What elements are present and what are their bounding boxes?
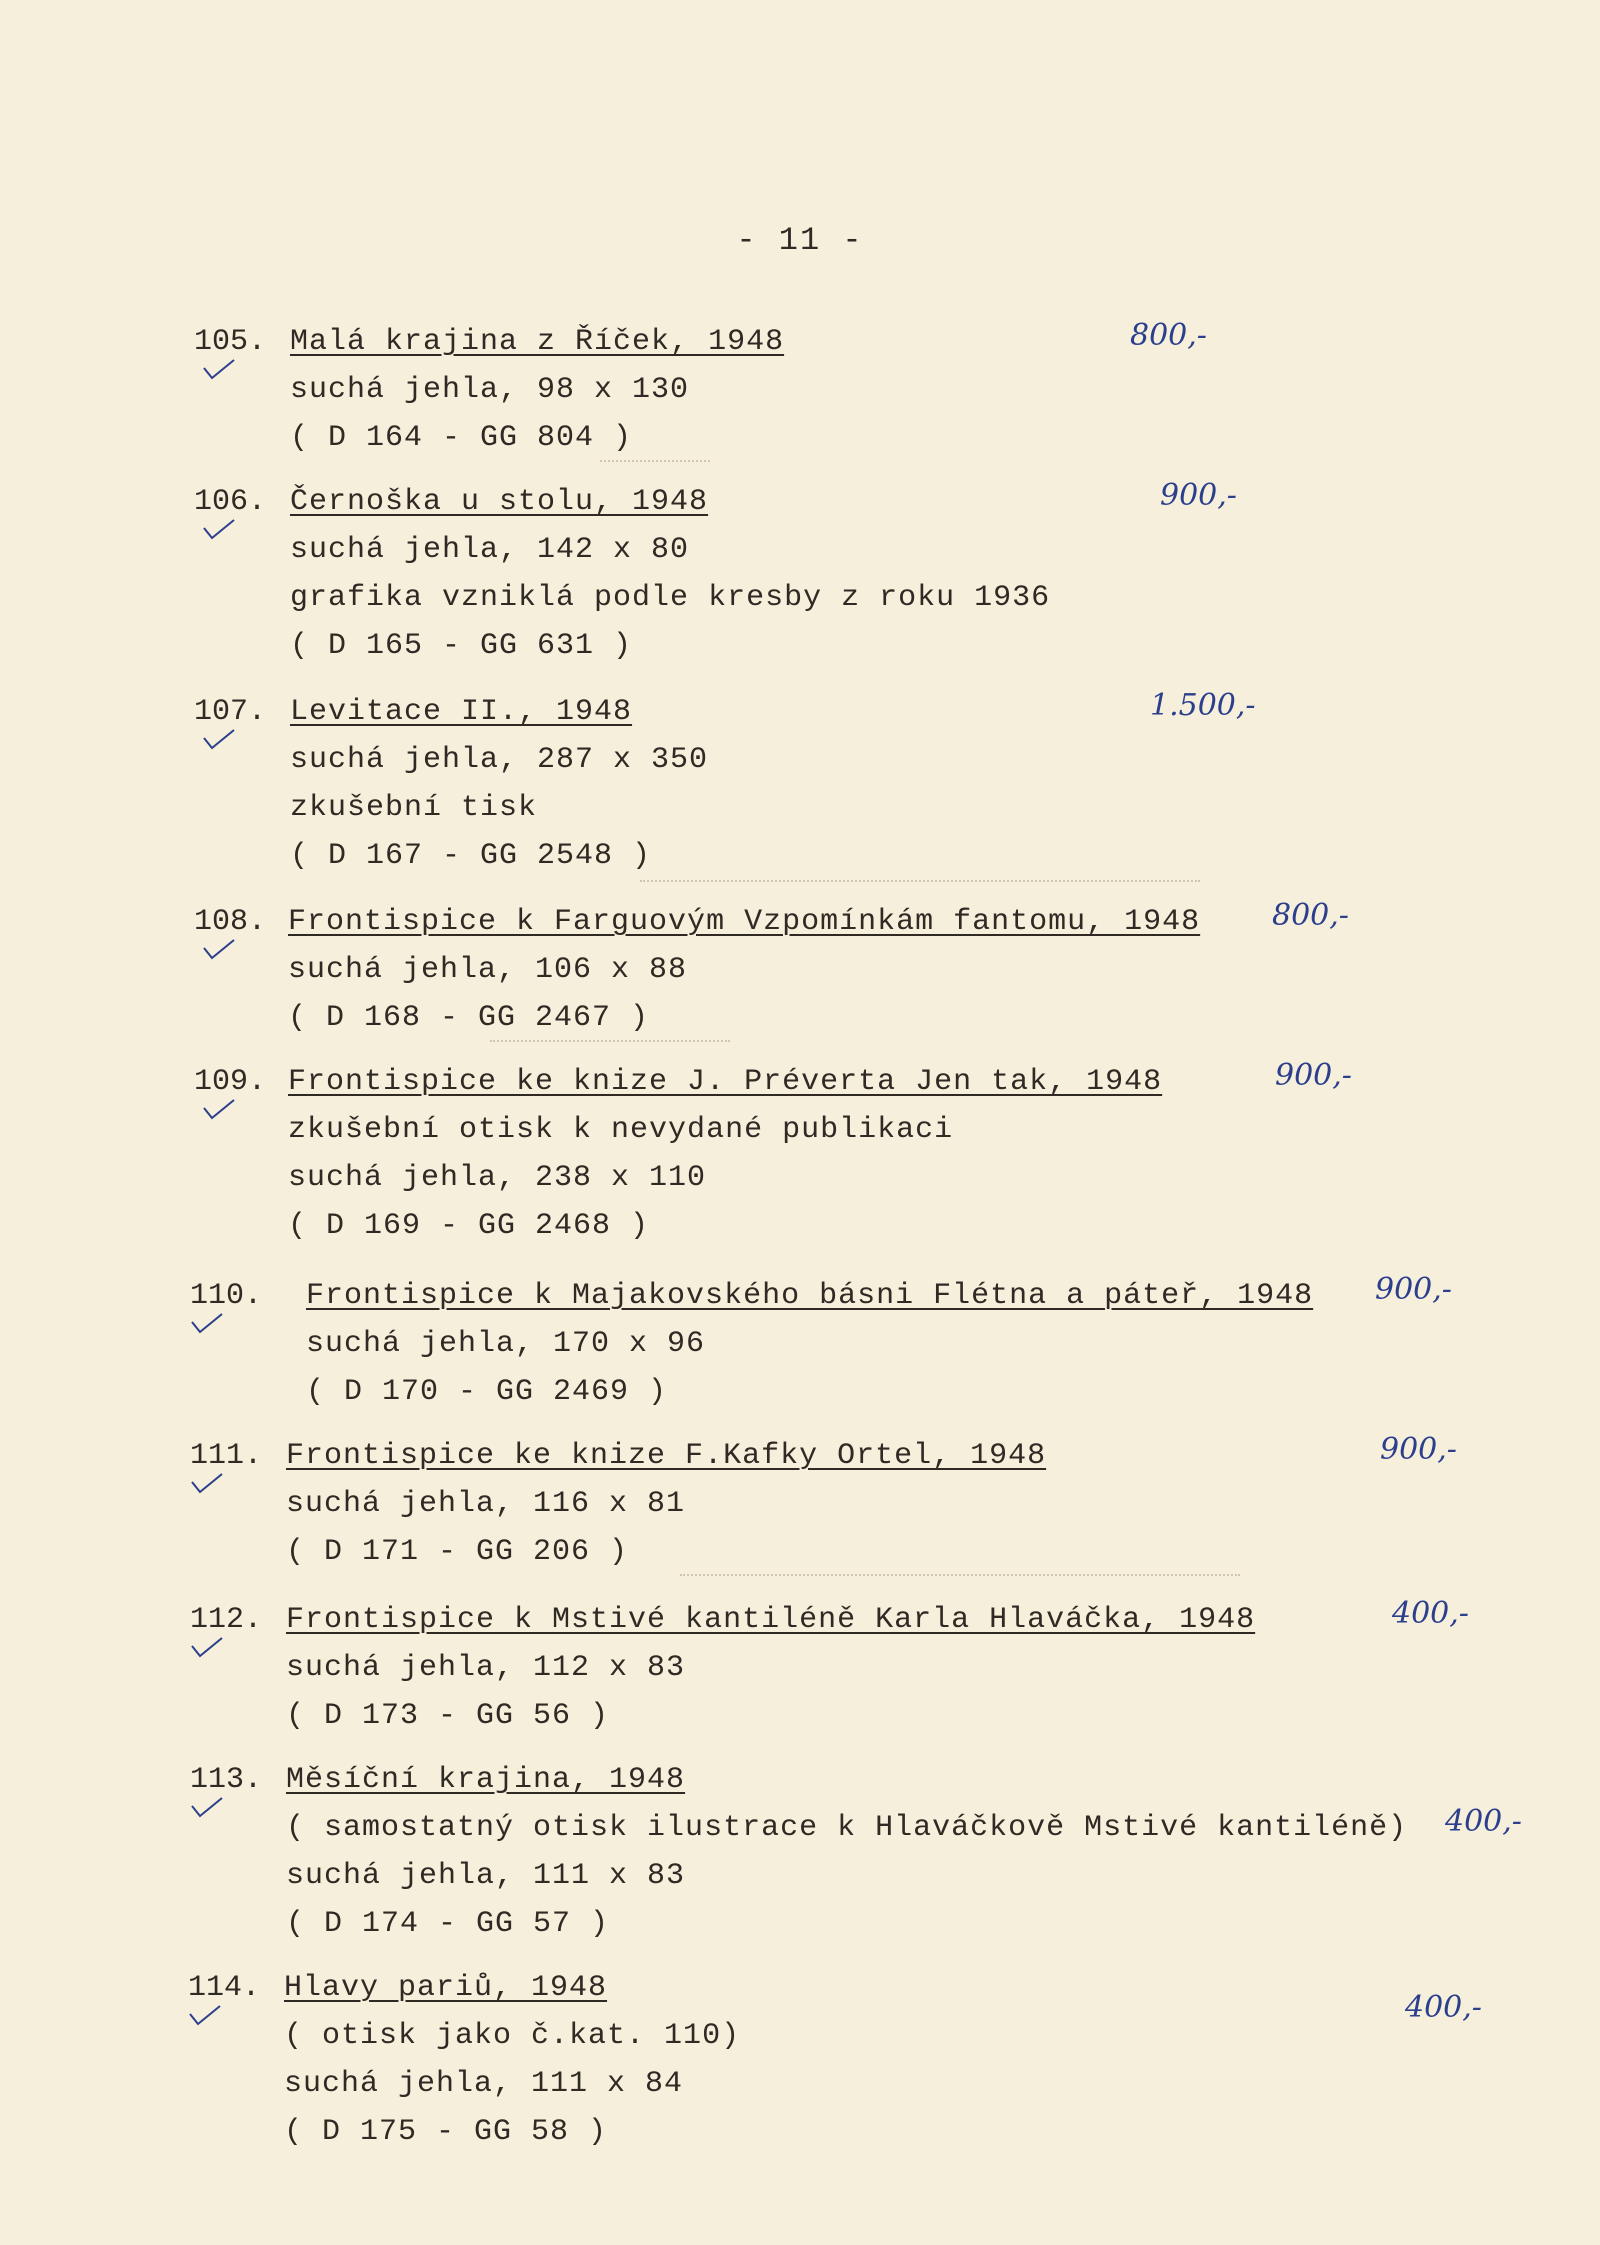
- entry-title: Hlavy pariů, 1948: [284, 1971, 608, 2005]
- check-mark-icon: [202, 938, 236, 960]
- entry-title: Frontispice k Mstivé kantiléně Karla Hlaváčka, 1948: [286, 1603, 1256, 1637]
- separator: [600, 460, 710, 462]
- separator: [490, 1040, 730, 1042]
- entry-number: 109.: [194, 1065, 267, 1099]
- check-mark-icon: [202, 518, 236, 540]
- entry-number: 108.: [194, 905, 267, 939]
- entry-line: ( D 170 - GG 2469 ): [306, 1375, 668, 1409]
- entry-number: 110.: [190, 1279, 263, 1313]
- separator: [680, 1574, 1240, 1576]
- entry-line: ( D 175 - GG 58 ): [284, 2115, 608, 2149]
- check-mark-icon: [202, 1098, 236, 1120]
- entry-number: 105.: [194, 325, 267, 359]
- price: 900,-: [1375, 1272, 1452, 1307]
- entry-title: Černoška u stolu, 1948: [290, 485, 709, 519]
- entry-line: suchá jehla, 112 x 83: [286, 1651, 686, 1685]
- entry-title: Levitace II., 1948: [290, 695, 633, 729]
- check-mark-icon: [190, 1636, 224, 1658]
- entry-number: 112.: [190, 1603, 263, 1637]
- entry-line: suchá jehla, 142 x 80: [290, 533, 690, 567]
- price: 400,-: [1405, 1990, 1482, 2025]
- entry-line: ( D 173 - GG 56 ): [286, 1699, 610, 1733]
- check-mark-icon: [202, 358, 236, 380]
- entry-line: ( D 168 - GG 2467 ): [288, 1001, 650, 1035]
- price: 800,-: [1130, 318, 1207, 353]
- entry-line: zkušební otisk k nevydané publikaci: [288, 1113, 954, 1147]
- check-mark-icon: [190, 1312, 224, 1334]
- entry-line: suchá jehla, 98 x 130: [290, 373, 690, 407]
- entry-line: ( D 169 - GG 2468 ): [288, 1209, 650, 1243]
- price: 400,-: [1392, 1596, 1469, 1631]
- entry-line: ( D 171 - GG 206 ): [286, 1535, 629, 1569]
- entry-number: 107.: [194, 695, 267, 729]
- separator: [640, 880, 1200, 882]
- entry-number: 114.: [188, 1971, 261, 2005]
- entry-line: suchá jehla, 111 x 83: [286, 1859, 686, 1893]
- check-mark-icon: [190, 1472, 224, 1494]
- entry-title: Frontispice ke knize F.Kafky Ortel, 1948: [286, 1439, 1047, 1473]
- entry-title: Frontispice ke knize J. Préverta Jen tak, 1948: [288, 1065, 1163, 1099]
- entry-line: suchá jehla, 116 x 81: [286, 1487, 686, 1521]
- entry-number: 111.: [190, 1439, 263, 1473]
- entry-number: 106.: [194, 485, 267, 519]
- entry-title: Malá krajina z Říček, 1948: [290, 325, 785, 359]
- entry-number: 113.: [190, 1763, 263, 1797]
- page-number: - 11 -: [736, 222, 864, 259]
- price: 1.500,-: [1150, 688, 1256, 723]
- check-mark-icon: [190, 1796, 224, 1818]
- price: 400,-: [1445, 1804, 1522, 1839]
- entry-line: ( otisk jako č.kat. 110): [284, 2019, 741, 2053]
- entry-title: Frontispice k Majakovského básni Flétna a páteř, 1948: [306, 1279, 1314, 1313]
- entry-line: suchá jehla, 238 x 110: [288, 1161, 707, 1195]
- entry-line: suchá jehla, 111 x 84: [284, 2067, 684, 2101]
- price: 900,-: [1380, 1432, 1457, 1467]
- entry-line: ( D 167 - GG 2548 ): [290, 839, 652, 873]
- entry-title: Měsíční krajina, 1948: [286, 1763, 686, 1797]
- entry-line: suchá jehla, 170 x 96: [306, 1327, 706, 1361]
- entry-line: grafika vznikl​á podle kresby z roku 1936: [290, 581, 1051, 615]
- entry-line: ( samostatný otisk ilustrace k Hlaváčkově Mstivé kantiléně): [286, 1811, 1408, 1845]
- entry-line: ( D 164 - GG 804 ): [290, 421, 633, 455]
- entry-line: suchá jehla, 106 x 88: [288, 953, 688, 987]
- entry-line: suchá jehla, 287 x 350: [290, 743, 709, 777]
- check-mark-icon: [202, 728, 236, 750]
- entry-line: ( D 174 - GG 57 ): [286, 1907, 610, 1941]
- entry-line: zkušební tisk: [290, 791, 538, 825]
- entry-title: Frontispice k Farguovým Vzpomínkám fantomu, 1948: [288, 905, 1201, 939]
- price: 900,-: [1275, 1058, 1352, 1093]
- check-mark-icon: [188, 2004, 222, 2026]
- entry-line: ( D 165 - GG 631 ): [290, 629, 633, 663]
- price: 800,-: [1272, 898, 1349, 933]
- price: 900,-: [1160, 478, 1237, 513]
